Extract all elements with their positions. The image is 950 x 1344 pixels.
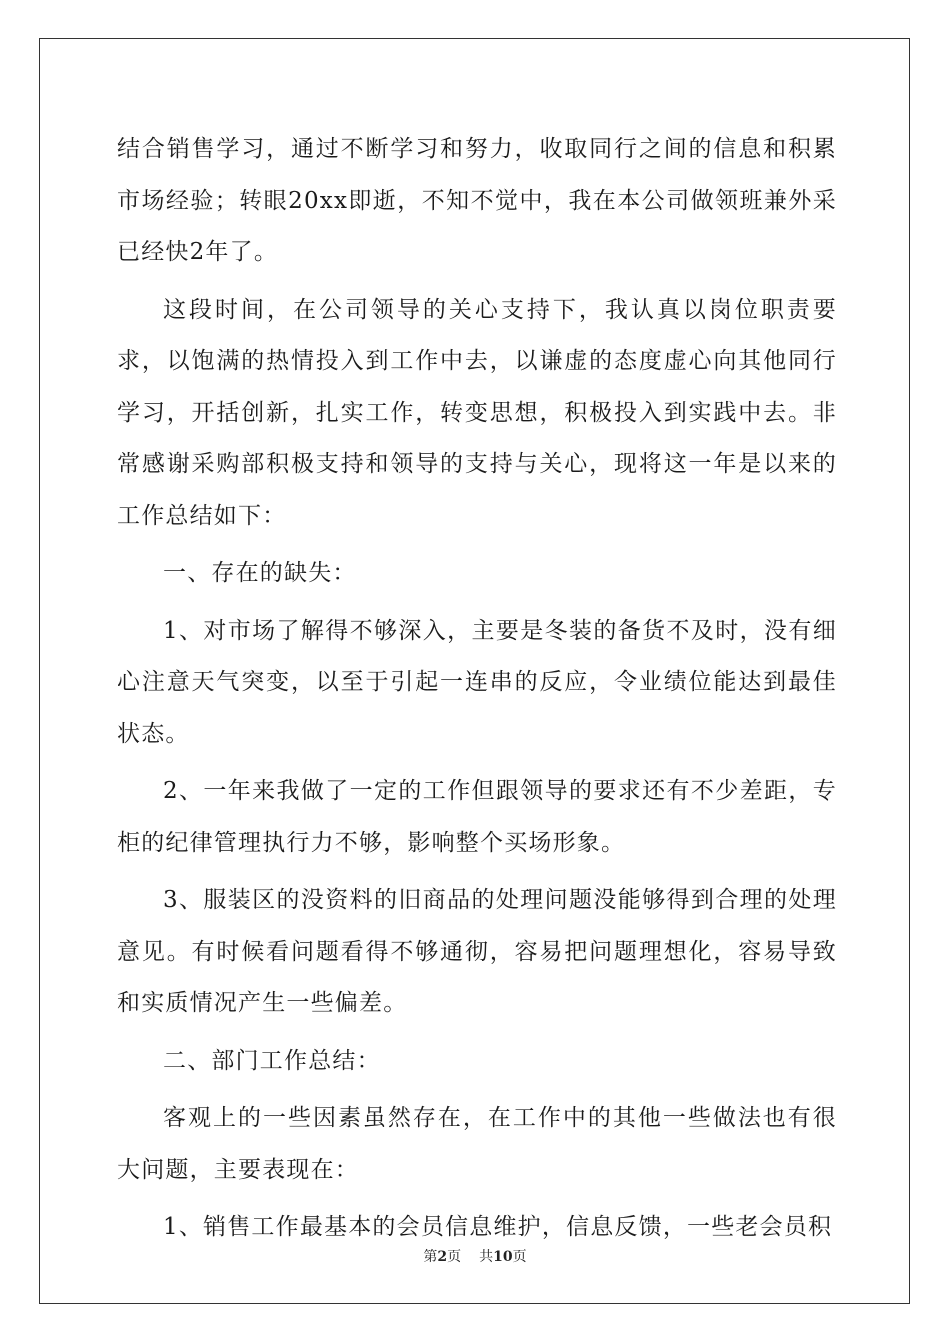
- paragraph-item-3: 3、服装区的没资料的旧商品的处理问题没能够得到合理的处理意见。有时候看问题看得不够通彻，容易把问题理想化，容易导致和实质情况产生一些偏差。: [117, 887, 837, 1016]
- document-body: [117, 124, 837, 1260]
- page-suffix: 页: [447, 1249, 462, 1265]
- paragraph-item-1: 1、对市场了解得不够深入，主要是冬装的备货不及时，没有细心注意天气突变，以至于引起一连串的反应，令业绩位能达到最佳状态。: [117, 617, 837, 747]
- total-pages: 10: [493, 1249, 513, 1265]
- paragraph-item-2: 2、一年来我做了一定的工作但跟领导的要求还有不少差距，专柜的纪律管理执行力不够，影响整个买场形象。: [117, 778, 837, 856]
- page-prefix: 第: [423, 1249, 438, 1265]
- page-footer: [0, 1246, 950, 1266]
- total-suffix: 页: [512, 1249, 527, 1265]
- paragraph-2: 这段时间，在公司领导的关心支持下，我认真以岗位职责要求，以饱满的热情投入到工作中去，以谦虚的态度虚心向其他同行学习，开括创新，扎实工作，转变思想，积极投入到实践中去。非常感谢采购部积极支持和领导的支持与关心，现将这一年是以来的工作总结如下：: [117, 296, 837, 529]
- total-prefix: 共: [479, 1249, 494, 1265]
- page-number: 2: [437, 1249, 448, 1265]
- paragraph-3: 客观上的一些因素虽然存在，在工作中的其他一些做法也有很大问题，主要表现在：: [117, 1105, 837, 1183]
- paragraph-1: 结合销售学习，通过不断学习和努力，收取同行之间的信息和积累市场经验；转眼20xx即逝，不知不觉中，我在本公司做领班兼外采已经快2年了。: [117, 136, 837, 265]
- section-heading-1: 一、存在的缺失：: [163, 560, 357, 586]
- paragraph-item-4: 1、销售工作最基本的会员信息维护，信息反馈，一些老会员积: [163, 1214, 833, 1240]
- section-heading-2: 二、部门工作总结：: [163, 1047, 381, 1074]
